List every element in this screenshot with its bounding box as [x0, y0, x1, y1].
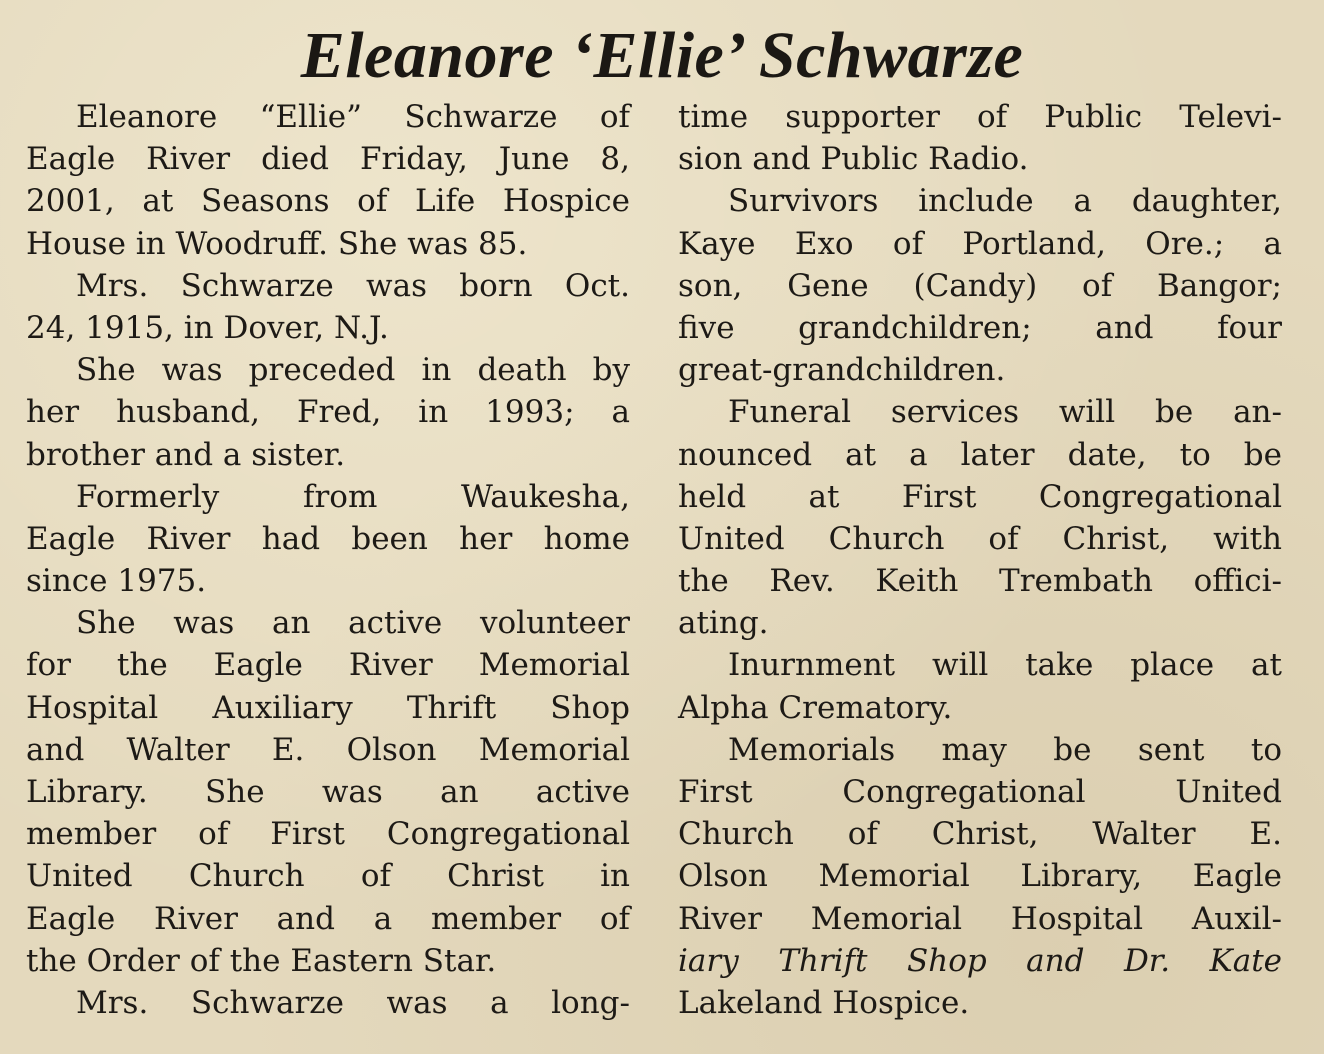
text-line: Mrs. Schwarze was born Oct.: [76, 267, 630, 304]
left-column: [26, 96, 630, 1024]
text-line: member of First Congregational: [26, 816, 630, 853]
text-line: Inurnment will take place at: [728, 647, 1282, 684]
text-line: held at First Congregational: [678, 478, 1282, 515]
text-line: great-grandchildren.: [678, 352, 1006, 389]
text-line: First Congregational United: [678, 774, 1282, 810]
text-line: Lakeland Hospice.: [678, 984, 970, 1021]
text-line: Hospital Auxiliary Thrift Shop: [26, 689, 630, 726]
text-line: time supporter of Public Televi-: [678, 99, 1282, 135]
text-line: nounced at a later date, to be: [678, 436, 1282, 473]
text-line: ating.: [678, 605, 769, 642]
text-line: brother and a sister.: [26, 436, 346, 473]
text-line: Church of Christ, Walter E.: [678, 816, 1282, 853]
text-line: Funeral services will be an-: [728, 394, 1282, 431]
obituary-headline: Eleanore ‘Ellie’ Schwarze: [300, 19, 1024, 92]
text-line: son, Gene (Candy) of Bangor;: [678, 267, 1282, 304]
text-line: Eleanore “Ellie” Schwarze of: [76, 99, 630, 135]
text-line: since 1975.: [26, 563, 207, 600]
text-line: and Walter E. Olson Memorial: [26, 731, 630, 768]
text-line: 24, 1915, in Dover, N.J.: [26, 309, 389, 346]
text-line: Library. She was an active: [26, 774, 630, 810]
text-line: Eagle River had been her home: [26, 520, 630, 557]
text-line: River Memorial Hospital Auxil-: [678, 900, 1282, 937]
text-line: Kaye Exo of Portland, Ore.; a: [678, 225, 1282, 262]
text-line: She was preceded in death by: [76, 352, 630, 389]
text-line: Formerly from Waukesha,: [76, 478, 630, 515]
right-column: [678, 96, 1282, 1024]
text-line: the Rev. Keith Trembath offici-: [678, 563, 1282, 600]
text-line: iary Thrift Shop and Dr. Kate: [678, 942, 1282, 979]
text-line: She was an active volunteer: [76, 605, 630, 642]
text-line: five grandchildren; and four: [678, 309, 1282, 346]
text-line: United Church of Christ in: [26, 858, 630, 895]
text-line: the Order of the Eastern Star.: [26, 942, 497, 979]
text-line: 2001, at Seasons of Life Hospice: [26, 183, 630, 220]
text-line: her husband, Fred, in 1993; a: [26, 394, 630, 431]
text-line: sion and Public Radio.: [678, 141, 1029, 178]
text-line: Survivors include a daughter,: [728, 183, 1282, 220]
text-line: for the Eagle River Memorial: [26, 647, 630, 684]
text-line: Olson Memorial Library, Eagle: [678, 858, 1282, 895]
text-line: United Church of Christ, with: [678, 520, 1282, 557]
text-line: Eagle River died Friday, June 8,: [26, 141, 630, 178]
text-line: Mrs. Schwarze was a long-: [76, 984, 630, 1021]
text-line: Alpha Crematory.: [678, 689, 953, 726]
text-line: Eagle River and a member of: [26, 900, 630, 937]
text-line: Memorials may be sent to: [728, 731, 1282, 768]
text-line: House in Woodruff. She was 85.: [26, 225, 528, 262]
